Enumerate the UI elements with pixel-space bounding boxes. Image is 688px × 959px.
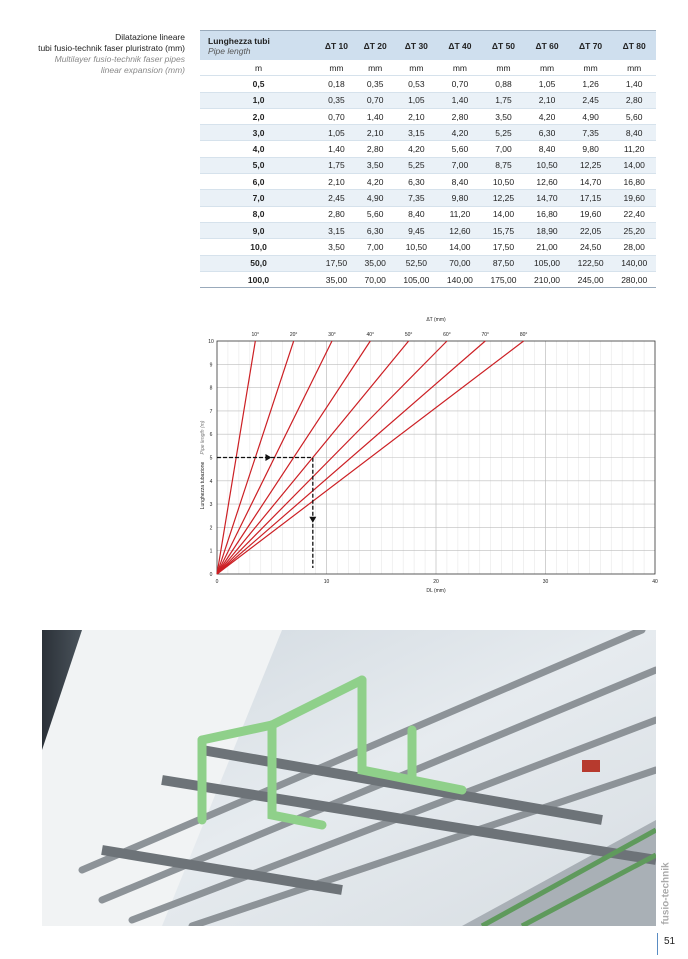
series-label: 70° xyxy=(481,332,490,338)
caption-title-it-1: Dilatazione lineare xyxy=(115,32,185,42)
expansion-chart xyxy=(195,312,665,602)
expansion-cell: 16,80 xyxy=(525,206,569,222)
y-tick-label: 10 xyxy=(208,339,214,345)
expansion-cell: 14,70 xyxy=(525,190,569,206)
y-axis-title-it: Lunghezza tubazione xyxy=(200,461,206,510)
expansion-cell: 105,00 xyxy=(525,255,569,271)
length-cell: 5,0 xyxy=(200,157,317,173)
table-units-row xyxy=(200,60,656,76)
header-delta-t: ΔT 60 xyxy=(525,31,569,61)
expansion-cell: 2,80 xyxy=(612,92,656,108)
side-brand xyxy=(660,860,677,930)
expansion-cell: 12,25 xyxy=(482,190,526,206)
expansion-cell: 245,00 xyxy=(569,271,613,287)
expansion-cell: 16,80 xyxy=(612,174,656,190)
table-row xyxy=(200,174,656,190)
expansion-cell: 8,75 xyxy=(482,157,526,173)
expansion-cell: 5,25 xyxy=(395,157,439,173)
expansion-cell: 14,00 xyxy=(612,157,656,173)
series-label: 50° xyxy=(404,332,413,338)
y-tick-label: 8 xyxy=(209,385,213,392)
length-cell: 7,0 xyxy=(200,190,317,206)
expansion-cell: 7,00 xyxy=(356,239,395,255)
expansion-cell: 4,90 xyxy=(356,190,395,206)
length-cell: 9,0 xyxy=(200,222,317,238)
series-label: 10° xyxy=(251,332,260,338)
expansion-cell: 9,80 xyxy=(438,190,482,206)
x-tick-label: 0 xyxy=(215,579,219,585)
series-label: 40° xyxy=(366,332,375,338)
expansion-cell: 11,20 xyxy=(612,141,656,157)
expansion-cell: 3,50 xyxy=(482,108,526,124)
expansion-cell: 1,40 xyxy=(317,141,356,157)
header-delta-t: ΔT 30 xyxy=(395,31,439,61)
expansion-cell: 22,40 xyxy=(612,206,656,222)
unit-cell: mm xyxy=(482,60,526,76)
expansion-cell: 6,30 xyxy=(356,222,395,238)
expansion-cell: 35,00 xyxy=(356,255,395,271)
expansion-cell: 6,30 xyxy=(525,125,569,141)
caption-title-en-1: Multilayer fusio-technik faser pipes xyxy=(54,54,185,64)
expansion-cell: 2,10 xyxy=(395,108,439,124)
expansion-cell: 6,30 xyxy=(395,174,439,190)
expansion-cell: 8,40 xyxy=(438,174,482,190)
table-row xyxy=(200,125,656,141)
x-tick-label: 10 xyxy=(323,579,330,585)
expansion-cell: 280,00 xyxy=(612,271,656,287)
expansion-cell: 14,00 xyxy=(482,206,526,222)
y-tick-label: 1 xyxy=(209,548,213,555)
expansion-cell: 0,18 xyxy=(317,76,356,92)
unit-cell: mm xyxy=(525,60,569,76)
length-cell: 50,0 xyxy=(200,255,317,271)
expansion-cell: 8,40 xyxy=(395,206,439,222)
expansion-cell: 122,50 xyxy=(569,255,613,271)
expansion-cell: 8,40 xyxy=(525,141,569,157)
top-axis-title: ΔT (mm) xyxy=(426,317,446,323)
unit-cell: mm xyxy=(395,60,439,76)
table-row xyxy=(200,141,656,157)
expansion-cell: 2,10 xyxy=(525,92,569,108)
expansion-cell: 7,35 xyxy=(569,125,613,141)
series-label: 30° xyxy=(328,332,336,338)
length-cell: 10,0 xyxy=(200,239,317,255)
expansion-cell: 2,80 xyxy=(356,141,395,157)
expansion-cell: 19,60 xyxy=(569,206,613,222)
y-tick-label: 3 xyxy=(209,502,213,509)
expansion-cell: 2,80 xyxy=(317,206,356,222)
table-row xyxy=(200,108,656,124)
header-delta-t: ΔT 50 xyxy=(482,31,526,61)
x-tick-label: 30 xyxy=(542,579,549,585)
expansion-cell: 2,45 xyxy=(569,92,613,108)
series-label: 60° xyxy=(443,332,451,338)
page-number: 51 xyxy=(664,936,676,947)
unit-cell: mm xyxy=(612,60,656,76)
table-row xyxy=(200,190,656,206)
expansion-cell: 5,60 xyxy=(438,141,482,157)
expansion-cell: 35,00 xyxy=(317,271,356,287)
unit-cell: mm xyxy=(317,60,356,76)
table-row xyxy=(200,92,656,108)
example-arrow-down xyxy=(309,517,316,523)
header-delta-t: ΔT 20 xyxy=(356,31,395,61)
expansion-cell: 7,00 xyxy=(482,141,526,157)
expansion-cell: 1,26 xyxy=(569,76,613,92)
y-tick-label: 2 xyxy=(209,525,213,532)
expansion-cell: 140,00 xyxy=(438,271,482,287)
unit-cell: mm xyxy=(438,60,482,76)
expansion-cell: 0,35 xyxy=(356,76,395,92)
expansion-cell: 17,50 xyxy=(482,239,526,255)
expansion-cell: 2,10 xyxy=(317,174,356,190)
expansion-cell: 21,00 xyxy=(525,239,569,255)
length-cell: 6,0 xyxy=(200,174,317,190)
header-delta-t: ΔT 40 xyxy=(438,31,482,61)
expansion-cell: 5,25 xyxy=(482,125,526,141)
table-row xyxy=(200,206,656,222)
expansion-cell: 3,15 xyxy=(317,222,356,238)
expansion-cell: 105,00 xyxy=(395,271,439,287)
unit-cell: m xyxy=(200,60,317,76)
expansion-cell: 4,20 xyxy=(356,174,395,190)
length-cell: 1,0 xyxy=(200,92,317,108)
expansion-cell: 12,60 xyxy=(525,174,569,190)
expansion-cell: 2,10 xyxy=(356,125,395,141)
table-row xyxy=(200,239,656,255)
table-row xyxy=(200,271,656,287)
header-pipe-length-it: Lunghezza tubi xyxy=(208,35,270,46)
expansion-cell: 8,40 xyxy=(612,125,656,141)
expansion-cell: 1,40 xyxy=(438,92,482,108)
expansion-cell: 25,20 xyxy=(612,222,656,238)
expansion-cell: 0,35 xyxy=(317,92,356,108)
expansion-cell: 2,80 xyxy=(438,108,482,124)
expansion-cell: 3,15 xyxy=(395,125,439,141)
series-label: 20° xyxy=(289,332,298,338)
expansion-cell: 18,90 xyxy=(525,222,569,238)
installation-photo xyxy=(42,630,656,926)
header-delta-t: ΔT 80 xyxy=(612,31,656,61)
expansion-table xyxy=(200,30,656,288)
table-row xyxy=(200,157,656,173)
expansion-cell: 7,35 xyxy=(395,190,439,206)
expansion-cell: 175,00 xyxy=(482,271,526,287)
series-label: 80° xyxy=(519,332,528,338)
expansion-cell: 0,53 xyxy=(395,76,439,92)
unit-cell: mm xyxy=(356,60,395,76)
x-tick-label: 40 xyxy=(652,579,658,585)
expansion-cell: 28,00 xyxy=(612,239,656,255)
expansion-cell: 1,05 xyxy=(317,125,356,141)
expansion-cell: 22,05 xyxy=(569,222,613,238)
length-cell: 0,5 xyxy=(200,76,317,92)
length-cell: 8,0 xyxy=(200,206,317,222)
y-tick-label: 7 xyxy=(209,408,213,415)
table-body xyxy=(200,60,656,288)
table-row xyxy=(200,255,656,271)
expansion-cell: 0,70 xyxy=(438,76,482,92)
expansion-cell: 52,50 xyxy=(395,255,439,271)
y-tick-label: 5 xyxy=(209,455,213,462)
expansion-cell: 4,20 xyxy=(395,141,439,157)
expansion-cell: 5,60 xyxy=(356,206,395,222)
length-cell: 2,0 xyxy=(200,108,317,124)
table-header-row xyxy=(200,31,656,61)
expansion-cell: 5,60 xyxy=(612,108,656,124)
header-pipe-length-en: Pipe length xyxy=(208,45,251,56)
expansion-cell: 9,45 xyxy=(395,222,439,238)
expansion-cell: 17,15 xyxy=(569,190,613,206)
expansion-cell: 4,90 xyxy=(569,108,613,124)
expansion-cell: 14,00 xyxy=(438,239,482,255)
expansion-cell: 12,25 xyxy=(569,157,613,173)
expansion-cell: 4,20 xyxy=(438,125,482,141)
expansion-cell: 70,00 xyxy=(356,271,395,287)
expansion-cell: 10,50 xyxy=(482,174,526,190)
expansion-cell: 0,88 xyxy=(482,76,526,92)
expansion-cell: 12,60 xyxy=(438,222,482,238)
expansion-cell: 1,75 xyxy=(317,157,356,173)
pipe-installation-image xyxy=(42,630,656,926)
x-tick-label: 20 xyxy=(433,579,439,585)
expansion-cell: 14,70 xyxy=(569,174,613,190)
header-pipe-length xyxy=(200,31,317,61)
expansion-cell: 10,50 xyxy=(525,157,569,173)
expansion-cell: 1,75 xyxy=(482,92,526,108)
expansion-cell: 10,50 xyxy=(395,239,439,255)
caption-title-en-2: linear expansion (mm) xyxy=(100,65,185,75)
expansion-cell: 3,50 xyxy=(317,239,356,255)
table-row xyxy=(200,222,656,238)
header-delta-t: ΔT 70 xyxy=(569,31,613,61)
expansion-cell: 210,00 xyxy=(525,271,569,287)
y-tick-label: 4 xyxy=(209,478,213,485)
expansion-cell: 1,05 xyxy=(525,76,569,92)
expansion-cell: 15,75 xyxy=(482,222,526,238)
y-tick-label: 9 xyxy=(209,362,213,369)
page-number-rule xyxy=(657,933,658,955)
expansion-cell: 0,70 xyxy=(317,108,356,124)
brand-label: fusio-technik xyxy=(660,862,672,925)
length-cell: 100,0 xyxy=(200,271,317,287)
length-cell: 3,0 xyxy=(200,125,317,141)
y-tick-label: 6 xyxy=(209,432,213,439)
table-row xyxy=(200,76,656,92)
expansion-cell: 1,40 xyxy=(356,108,395,124)
x-axis-title: DL (mm) xyxy=(426,588,446,594)
expansion-cell: 7,00 xyxy=(438,157,482,173)
expansion-cell: 17,50 xyxy=(317,255,356,271)
example-arrow-right xyxy=(265,454,271,461)
expansion-cell: 140,00 xyxy=(612,255,656,271)
length-cell: 4,0 xyxy=(200,141,317,157)
unit-cell: mm xyxy=(569,60,613,76)
expansion-cell: 19,60 xyxy=(612,190,656,206)
header-delta-t: ΔT 10 xyxy=(317,31,356,61)
expansion-cell: 87,50 xyxy=(482,255,526,271)
expansion-cell: 3,50 xyxy=(356,157,395,173)
y-tick-label: 0 xyxy=(209,572,213,578)
expansion-cell: 70,00 xyxy=(438,255,482,271)
expansion-cell: 24,50 xyxy=(569,239,613,255)
expansion-cell: 9,80 xyxy=(569,141,613,157)
table-caption xyxy=(20,32,185,76)
expansion-cell: 0,70 xyxy=(356,92,395,108)
expansion-cell: 1,40 xyxy=(612,76,656,92)
y-axis-title-en: Pipe length (m) xyxy=(200,420,206,455)
expansion-cell: 11,20 xyxy=(438,206,482,222)
expansion-cell: 4,20 xyxy=(525,108,569,124)
expansion-cell: 1,05 xyxy=(395,92,439,108)
caption-title-it-2: tubi fusio-technik faser pluristrato (mm) xyxy=(38,43,185,53)
expansion-cell: 2,45 xyxy=(317,190,356,206)
